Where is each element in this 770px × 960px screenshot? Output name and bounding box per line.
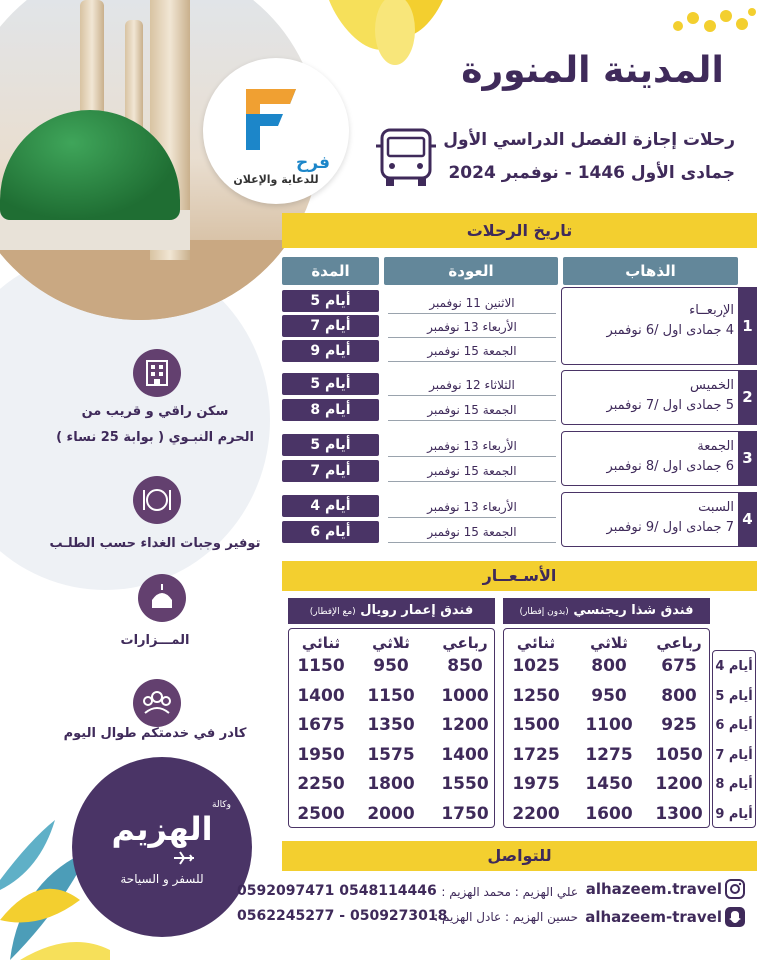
prices-section-title: الأسـعــار — [282, 561, 757, 591]
schedule-section-title: تاريخ الرحلات — [282, 213, 757, 248]
col-quad: رباعي — [442, 634, 488, 652]
duration-badge: 7 أيام — [282, 315, 379, 337]
meal-icon — [133, 476, 181, 524]
contact-section-title: للتواصل — [282, 841, 757, 871]
hotel-b-note: (مع الإفطار) — [309, 607, 356, 617]
col-triple: ثلاثي — [590, 634, 628, 652]
page-title: المدينة المنورة — [461, 50, 724, 91]
price-cell: 1500 — [512, 715, 560, 735]
duration-badge: 4 أيام — [282, 495, 379, 517]
price-cell: 675 — [661, 656, 697, 676]
column-header-duration: المدة — [282, 257, 379, 285]
snapchat-icon[interactable] — [724, 906, 746, 928]
hotel-a-header — [503, 598, 710, 624]
feature-text: الحرم النبـوي ( بوابة 25 نساء ) — [56, 430, 254, 445]
return-date: الجمعة 15 نوفمبر — [388, 460, 556, 482]
plane-icon — [172, 850, 196, 866]
return-date: الاثنين 11 نوفمبر — [388, 292, 556, 314]
row-label-block — [712, 650, 756, 828]
duration-badge: 7 أيام — [282, 460, 379, 482]
departure-date: 5 جمادى اول /7 نوفمبر — [606, 398, 734, 413]
duration-badge: 9 أيام — [282, 340, 379, 362]
brand-tagline: للسفر و السياحة — [120, 872, 204, 886]
price-cell: 1550 — [441, 774, 489, 794]
hotel-b-name: فندق إعمار رويال — [360, 603, 474, 618]
feature-text: كادر في خدمتكم طوال اليوم — [63, 726, 247, 741]
price-cell: 2250 — [297, 774, 345, 794]
building-icon — [133, 349, 181, 397]
departure-date: 4 جمادى اول /6 نوفمبر — [606, 323, 734, 338]
contact-phone-line-2[interactable]: 0562245277 - 0509273018 — [237, 908, 448, 924]
dots-decoration — [668, 6, 758, 36]
price-cell: 1050 — [655, 744, 703, 765]
contact-names-line-1: علي الهزيم : محمد الهزيم : — [441, 885, 578, 899]
col-double: ثنائي — [301, 634, 341, 652]
price-row-label: 4 أيام — [715, 659, 753, 674]
return-date: الأربعاء 13 نوفمبر — [388, 435, 556, 457]
price-cell: 1450 — [585, 774, 633, 794]
duration-badge: 5 أيام — [282, 373, 379, 395]
duration-badge: 8 أيام — [282, 399, 379, 421]
price-cell: 800 — [591, 656, 627, 676]
price-cell: 1275 — [585, 744, 633, 765]
departure-date: 6 جمادى اول /8 نوفمبر — [606, 459, 734, 474]
price-cell: 850 — [447, 656, 483, 676]
price-cell: 1400 — [441, 744, 489, 765]
return-date: الجمعة 15 نوفمبر — [388, 340, 556, 362]
price-cell: 1350 — [367, 715, 415, 735]
trip-subtitle: رحلات إجازة الفصل الدراسي الأول — [443, 130, 735, 150]
return-date: الجمعة 15 نوفمبر — [388, 399, 556, 421]
team-icon — [133, 679, 181, 727]
mosque-icon — [138, 574, 186, 622]
column-header-departure: الذهاب — [563, 257, 738, 285]
price-row-label: 7 أيام — [715, 747, 753, 763]
price-cell: 1150 — [367, 685, 415, 706]
price-cell: 2000 — [367, 803, 415, 824]
price-row-label: 8 أيام — [715, 777, 753, 792]
departure-day: الجمعة — [697, 439, 734, 454]
trip-group-number: 3 — [738, 431, 757, 486]
column-header-return: العودة — [384, 257, 558, 285]
price-cell: 1575 — [367, 744, 415, 765]
farah-logo-tagline: للدعاية والإعلان — [233, 173, 319, 186]
price-cell: 1725 — [512, 744, 560, 765]
price-cell: 2200 — [512, 803, 560, 824]
departure-day: الخميس — [690, 378, 734, 393]
snapchat-handle[interactable]: alhazeem-travel — [585, 908, 722, 926]
contact-names-line-2: حسين الهزيم : عادل الهزيم : — [434, 910, 578, 924]
price-cell: 1200 — [655, 774, 703, 794]
price-cell: 950 — [373, 656, 409, 676]
price-cell: 1950 — [297, 744, 345, 765]
col-triple: ثلاثي — [372, 634, 410, 652]
instagram-icon[interactable] — [724, 878, 746, 900]
brand-name: الهزيم — [111, 810, 213, 848]
hotel-a-name: فندق شذا ريجنسي — [573, 603, 694, 618]
col-double: ثنائي — [516, 634, 556, 652]
price-cell: 1300 — [655, 803, 703, 824]
price-cell: 1250 — [512, 685, 560, 706]
farah-f-icon — [238, 84, 298, 154]
trip-group-number: 1 — [738, 287, 757, 365]
price-cell: 2500 — [297, 803, 345, 824]
return-date: الأربعاء 13 نوفمبر — [388, 316, 556, 338]
hotel-a-note: (بدون إفطار) — [519, 607, 569, 617]
price-cell: 1400 — [297, 685, 345, 706]
departure-day: السبت — [698, 500, 734, 515]
departure-date: 7 جمادى اول /9 نوفمبر — [606, 520, 734, 535]
price-cell: 1675 — [297, 715, 345, 735]
price-row-label: 6 أيام — [715, 718, 753, 733]
price-cell: 1750 — [441, 803, 489, 824]
price-cell: 1800 — [367, 774, 415, 794]
duration-badge: 5 أيام — [282, 290, 379, 312]
trip-group-number: 4 — [738, 492, 757, 547]
price-row-label: 5 أيام — [715, 688, 753, 704]
price-cell: 1600 — [585, 803, 633, 824]
feature-text: سكن راقي و قريب من — [81, 404, 229, 419]
price-cell: 1150 — [297, 656, 345, 676]
col-quad: رباعي — [656, 634, 702, 652]
contact-phone-line-1[interactable]: 0592097471 0548114446 — [237, 883, 437, 899]
price-cell: 1025 — [512, 656, 560, 676]
duration-badge: 6 أيام — [282, 521, 379, 543]
departure-day: الإربعــاء — [689, 303, 734, 318]
trip-date-range: جمادى الأول 1446 - نوفمبر 2024 — [448, 163, 735, 183]
brand-prefix: وكالة — [212, 800, 231, 810]
price-row-label: 9 أيام — [715, 806, 753, 822]
price-cell: 800 — [661, 685, 697, 706]
feature-text: المـــزارات — [120, 633, 190, 648]
feature-text: توفير وجبات الغداء حسب الطلـب — [49, 536, 261, 551]
hotel-b-header — [288, 598, 495, 624]
trip-group-number: 2 — [738, 370, 757, 425]
price-cell: 925 — [661, 715, 697, 735]
instagram-handle[interactable]: alhazeem.travel — [585, 880, 722, 898]
price-cell: 1000 — [441, 685, 489, 706]
price-cell: 1100 — [585, 715, 633, 735]
price-cell: 1200 — [441, 715, 489, 735]
price-cell: 950 — [591, 685, 627, 706]
return-date: الأربعاء 13 نوفمبر — [388, 496, 556, 518]
price-cell: 1975 — [512, 774, 560, 794]
return-date: الجمعة 15 نوفمبر — [388, 521, 556, 543]
duration-badge: 5 أيام — [282, 434, 379, 456]
farah-logo-name: فرح — [296, 153, 330, 173]
return-date: الثلاثاء 12 نوفمبر — [388, 374, 556, 396]
